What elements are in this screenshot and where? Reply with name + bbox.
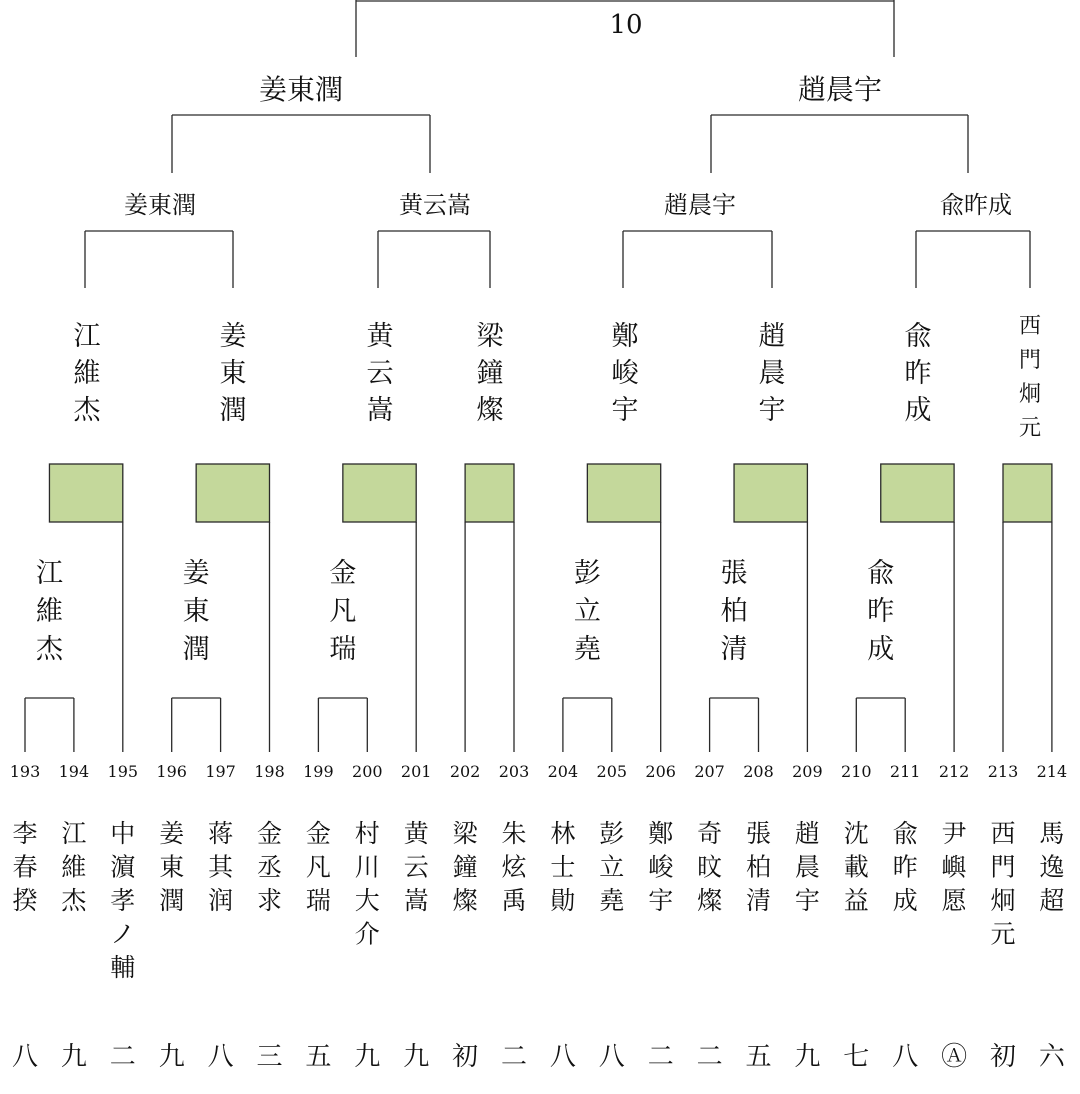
player-number: 202 — [449, 762, 481, 781]
player-rank: 八 — [11, 1042, 39, 1072]
quarter-winner-name: 趙晨宇 — [758, 321, 786, 426]
final-right-name: 趙晨宇 — [797, 73, 883, 106]
quarter-winner-name: 鄭峻宇 — [611, 321, 639, 426]
player-number: 207 — [694, 762, 725, 781]
seed-box — [49, 464, 122, 522]
seed-box — [587, 464, 660, 522]
player-name: 趙晨宇 — [794, 819, 820, 915]
player-rank: 八 — [892, 1042, 919, 1072]
player-rank: 九 — [60, 1042, 87, 1072]
player-number: 194 — [58, 762, 90, 781]
quarter-winner-name: 黄云嵩 — [366, 321, 394, 426]
player-name: 鄭峻宇 — [648, 819, 674, 915]
semifinal-winner-name: 姜東潤 — [124, 191, 196, 219]
r1-winner-name: 姜東潤 — [182, 558, 210, 665]
player-number: 209 — [792, 762, 823, 781]
player-number: 211 — [889, 762, 921, 781]
player-number: 193 — [9, 762, 41, 781]
player-number: 199 — [303, 762, 334, 781]
player-name: 彭立堯 — [599, 819, 625, 915]
player-rank: 初 — [452, 1042, 479, 1072]
player-rank: Ⓐ — [941, 1042, 968, 1072]
player-rank: 七 — [843, 1042, 870, 1072]
r1-winner-name: 彭立堯 — [573, 558, 601, 665]
player-number: 213 — [987, 762, 1019, 781]
player-name: 村川大介 — [354, 819, 380, 949]
player-name: 林士勛 — [550, 819, 576, 915]
player-number: 210 — [841, 762, 872, 781]
seed-box — [1003, 464, 1052, 522]
player-rank: 九 — [794, 1042, 821, 1072]
player-number: 212 — [938, 762, 970, 781]
player-name: 沈載益 — [843, 819, 869, 915]
player-rank: 九 — [403, 1042, 430, 1072]
player-name: 黄云嵩 — [403, 819, 429, 915]
player-rank: 三 — [256, 1042, 283, 1072]
final-left-name: 姜東潤 — [258, 73, 344, 106]
player-number: 198 — [254, 762, 285, 781]
player-name: 奇旼燦 — [697, 819, 723, 915]
r1-winner-name: 金凡瑞 — [329, 558, 357, 665]
player-number: 206 — [645, 762, 676, 781]
player-name: 中濵孝ノ輔 — [110, 819, 136, 982]
player-number: 203 — [498, 762, 530, 781]
player-name: 金凡瑞 — [305, 819, 331, 915]
player-rank: 九 — [354, 1042, 381, 1072]
quarter-winner-name: 姜東潤 — [219, 321, 247, 426]
seed-box — [465, 464, 514, 522]
player-number: 195 — [107, 762, 139, 781]
quarter-winner-name: 西門炯元 — [1018, 314, 1042, 441]
semifinal-winner-name: 趙晨宇 — [664, 191, 736, 219]
r1-winner-name: 張柏清 — [720, 558, 748, 665]
player-number: 200 — [352, 762, 383, 781]
player-name: 尹嶼愿 — [941, 819, 967, 915]
player-rank: 八 — [207, 1042, 234, 1072]
player-rank: 二 — [647, 1042, 674, 1072]
seed-box — [881, 464, 954, 522]
r1-winner-name: 江維杰 — [35, 558, 63, 665]
player-rank: 二 — [109, 1042, 136, 1072]
player-name: 西門炯元 — [990, 819, 1016, 949]
player-name: 張柏清 — [745, 819, 772, 915]
player-number: 214 — [1036, 762, 1068, 781]
player-rank: 二 — [500, 1042, 528, 1072]
player-name: 蒋其润 — [208, 819, 234, 915]
player-rank: 八 — [598, 1042, 625, 1072]
player-name: 李春揆 — [12, 819, 38, 915]
player-name: 馬逸超 — [1039, 819, 1065, 915]
player-number: 205 — [596, 762, 628, 781]
player-name: 梁鐘燦 — [452, 819, 478, 915]
semifinal-winner-name: 黄云嵩 — [399, 191, 471, 219]
player-rank: 六 — [1038, 1042, 1065, 1072]
player-rank: 二 — [696, 1042, 723, 1072]
player-rank: 八 — [549, 1042, 576, 1072]
seed-box — [343, 464, 416, 522]
r1-winner-name: 兪昨成 — [867, 558, 895, 665]
quarter-winner-name: 江維杰 — [73, 321, 101, 426]
player-name: 金丞求 — [256, 819, 283, 915]
seed-box — [196, 464, 269, 522]
player-number: 197 — [205, 762, 236, 781]
player-name: 姜東潤 — [159, 819, 185, 915]
player-rank: 五 — [745, 1042, 772, 1072]
player-rank: 五 — [305, 1042, 332, 1072]
semifinal-winner-name: 兪昨成 — [940, 191, 1012, 219]
player-rank: 初 — [989, 1042, 1017, 1072]
seed-box — [734, 464, 807, 522]
player-rank: 九 — [158, 1042, 185, 1072]
player-number: 208 — [743, 762, 774, 781]
player-number: 201 — [400, 762, 432, 781]
quarter-winner-name: 梁鐘燦 — [476, 321, 504, 426]
player-number: 204 — [547, 762, 579, 781]
championship-label: 10 — [609, 10, 643, 40]
player-name: 江維杰 — [61, 819, 87, 915]
player-name: 朱炫禹 — [501, 819, 527, 915]
player-name: 兪昨成 — [892, 819, 918, 915]
quarter-winner-name: 兪昨成 — [904, 321, 932, 426]
player-number: 196 — [156, 762, 187, 781]
